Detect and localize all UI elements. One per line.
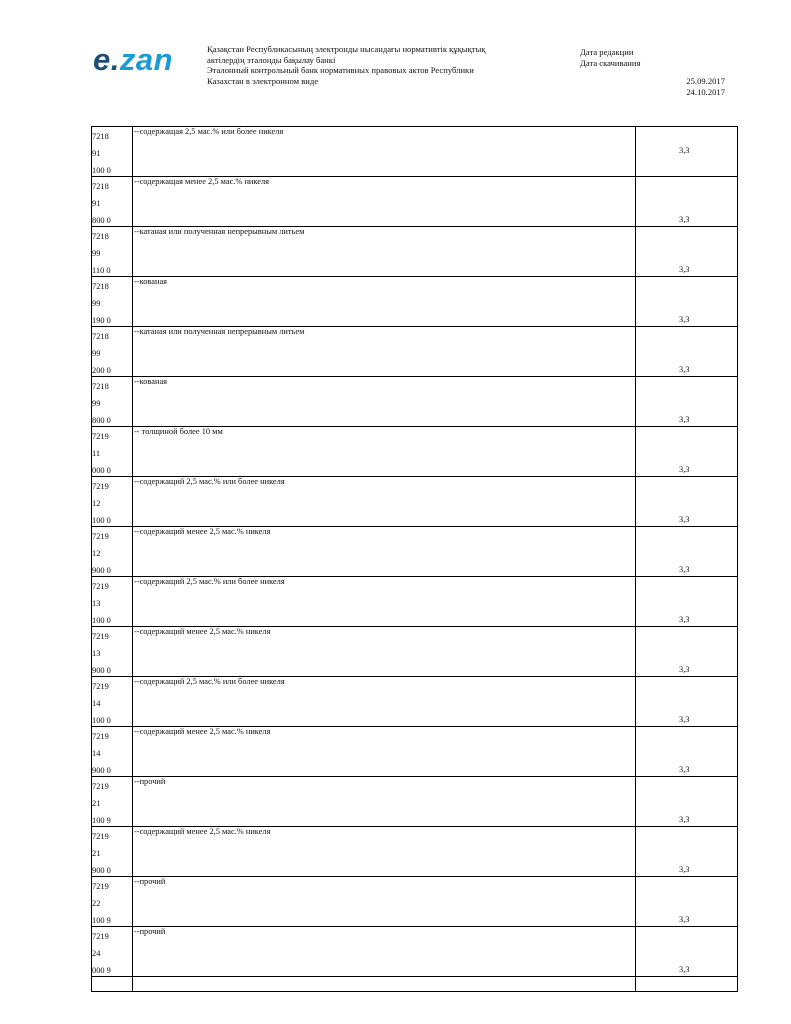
- code-part: 190 0: [92, 316, 111, 325]
- code-cell: [92, 277, 133, 326]
- code-part: 900 0: [92, 666, 111, 675]
- code-cell: [92, 877, 133, 926]
- header-line: Қазақстан Республикасының электронды нысандағы нормативтік құқықтық: [207, 44, 486, 54]
- rate-value: 3,3: [679, 465, 690, 474]
- ezan-logo: [93, 44, 173, 75]
- code-part: 7219: [92, 582, 109, 591]
- header-line: Казахстан в электронном виде: [207, 75, 319, 86]
- table-row: [92, 227, 738, 277]
- table-row: [92, 577, 738, 627]
- table-row: [92, 327, 738, 377]
- table-row: [92, 927, 738, 977]
- code-part: 13: [92, 599, 101, 608]
- description-cell: --содержащая 2,5 мас.% или более никеля: [133, 127, 636, 176]
- rate-value: 3,3: [679, 565, 690, 574]
- table-row: [92, 727, 738, 777]
- table-row: [92, 177, 738, 227]
- rate-cell: [636, 777, 738, 826]
- code-part: 7219: [92, 882, 109, 891]
- code-cell: [92, 827, 133, 876]
- code-part: 100 0: [92, 516, 111, 525]
- table-row: [92, 377, 738, 427]
- rate-value: 3,3: [679, 515, 690, 524]
- description-cell: --катаная или полученная непрерывным литьем: [133, 227, 636, 276]
- code-part: 7219: [92, 832, 109, 841]
- code-part: 21: [92, 849, 101, 858]
- code-part: 7218: [92, 332, 109, 341]
- code-part: 100 0: [92, 166, 111, 175]
- code-part: 12: [92, 549, 101, 558]
- code-part: 7219: [92, 932, 109, 941]
- description-cell: --прочий: [133, 777, 636, 826]
- rate-cell: [636, 227, 738, 276]
- rate-cell: [636, 927, 738, 976]
- code-cell: [92, 577, 133, 626]
- rate-value: 3,3: [679, 265, 690, 274]
- code-part: 7218: [92, 232, 109, 241]
- code-part: 110 0: [92, 266, 111, 275]
- code-part: 99: [92, 349, 101, 358]
- table-row: [92, 877, 738, 927]
- description-cell: --прочий: [133, 927, 636, 976]
- rate-value: 3,3: [679, 365, 690, 374]
- code-part: 11: [92, 449, 101, 458]
- rate-cell: [636, 177, 738, 226]
- rate-value: 3,3: [679, 615, 690, 624]
- code-part: 000 9: [92, 966, 111, 975]
- code-part: 21: [92, 799, 101, 808]
- code-part: 14: [92, 749, 101, 758]
- code-part: 12: [92, 499, 101, 508]
- rate-value: 3,3: [679, 915, 690, 924]
- code-part: 14: [92, 699, 101, 708]
- code-cell: [92, 927, 133, 976]
- description-cell: --катаная или полученная непрерывным литьем: [133, 327, 636, 376]
- rate-cell: [636, 677, 738, 726]
- code-part: 99: [92, 399, 101, 408]
- description-cell: --кованая: [133, 377, 636, 426]
- empty-table-row: [92, 977, 738, 992]
- code-part: 900 0: [92, 766, 111, 775]
- rate-cell: [636, 477, 738, 526]
- code-part: 7218: [92, 282, 109, 291]
- table-row: [92, 777, 738, 827]
- code-part: 100 9: [92, 916, 111, 925]
- rate-cell: [636, 577, 738, 626]
- code-cell: [92, 427, 133, 476]
- code-part: 22: [92, 899, 101, 908]
- table-row: [92, 427, 738, 477]
- description-cell: --прочий: [133, 877, 636, 926]
- code-cell: [92, 527, 133, 576]
- empty-cell: [636, 977, 738, 991]
- header-title: [207, 44, 567, 86]
- code-cell: [92, 177, 133, 226]
- description-cell: --содержащая менее 2,5 мас.% никеля: [133, 177, 636, 226]
- code-cell: [92, 727, 133, 776]
- code-part: 100 0: [92, 716, 111, 725]
- code-part: 7218: [92, 132, 109, 141]
- rate-cell: [636, 327, 738, 376]
- code-part: 7219: [92, 632, 109, 641]
- description-cell: --кованая: [133, 277, 636, 326]
- description-cell: --содержащий менее 2,5 мас.% никеля: [133, 627, 636, 676]
- code-part: 900 0: [92, 866, 111, 875]
- edition-date-value: 25.09.2017: [686, 76, 725, 86]
- code-part: 7218: [92, 182, 109, 191]
- logo-part-2: zan: [119, 42, 174, 77]
- table-row: [92, 527, 738, 577]
- rate-cell: [636, 127, 738, 176]
- header-line: актілердің эталонды бақылау банкі: [207, 54, 336, 65]
- code-part: 7219: [92, 732, 109, 741]
- code-part: 7219: [92, 432, 109, 441]
- code-cell: [92, 327, 133, 376]
- code-part: 800 0: [92, 416, 111, 425]
- empty-cell: [92, 977, 133, 991]
- code-part: 24: [92, 949, 101, 958]
- table-row: [92, 477, 738, 527]
- rate-value: 3,3: [679, 665, 690, 674]
- description-cell: -- толщиной более 10 мм: [133, 427, 636, 476]
- code-cell: [92, 777, 133, 826]
- rate-value: 3,3: [679, 215, 690, 224]
- code-part: 800 0: [92, 216, 111, 225]
- rate-cell: [636, 277, 738, 326]
- rate-cell: [636, 627, 738, 676]
- rate-value: 3,3: [679, 315, 690, 324]
- edition-date-label: Дата редакции: [580, 47, 634, 57]
- code-cell: [92, 477, 133, 526]
- logo-part-1: e.: [93, 42, 120, 77]
- table-row: [92, 277, 738, 327]
- code-part: 200 0: [92, 366, 111, 375]
- description-cell: --содержащий менее 2,5 мас.% никеля: [133, 727, 636, 776]
- rate-value: 3,3: [679, 415, 690, 424]
- description-cell: --содержащий 2,5 мас.% или более никеля: [133, 477, 636, 526]
- code-part: 7219: [92, 782, 109, 791]
- download-date-label: Дата скачивания: [580, 58, 641, 68]
- date-values: [670, 76, 725, 98]
- code-part: 7218: [92, 382, 109, 391]
- rate-value: 3,3: [679, 715, 690, 724]
- description-cell: --содержащий менее 2,5 мас.% никеля: [133, 527, 636, 576]
- description-cell: --содержащий менее 2,5 мас.% никеля: [133, 827, 636, 876]
- download-date-value: 24.10.2017: [686, 87, 725, 97]
- code-part: 7219: [92, 682, 109, 691]
- code-part: 99: [92, 299, 101, 308]
- tariff-table: [91, 126, 738, 992]
- description-cell: --содержащий 2,5 мас.% или более никеля: [133, 677, 636, 726]
- header-line: Эталонный контрольный банк нормативных правовых актов Республики: [207, 65, 474, 76]
- rate-value: 3,3: [679, 865, 690, 874]
- date-labels: [580, 47, 640, 69]
- code-cell: [92, 677, 133, 726]
- rate-cell: [636, 727, 738, 776]
- code-part: 7219: [92, 482, 109, 491]
- rate-cell: [636, 527, 738, 576]
- code-part: 91: [92, 149, 101, 158]
- code-part: 100 9: [92, 816, 111, 825]
- table-row: [92, 677, 738, 727]
- rate-cell: [636, 827, 738, 876]
- rate-value: 3,3: [679, 815, 690, 824]
- code-part: 91: [92, 199, 101, 208]
- code-cell: [92, 377, 133, 426]
- rate-cell: [636, 877, 738, 926]
- table-row: [92, 827, 738, 877]
- rate-value: 3,3: [679, 765, 690, 774]
- code-part: 100 0: [92, 616, 111, 625]
- code-part: 7219: [92, 532, 109, 541]
- code-cell: [92, 227, 133, 276]
- code-part: 99: [92, 249, 101, 258]
- rate-cell: [636, 427, 738, 476]
- code-part: 000 0: [92, 466, 111, 475]
- table-row: [92, 627, 738, 677]
- description-cell: --содержащий 2,5 мас.% или более никеля: [133, 577, 636, 626]
- rate-value: 3,3: [679, 146, 690, 155]
- table-row: [92, 127, 738, 177]
- code-cell: [92, 127, 133, 176]
- code-part: 13: [92, 649, 101, 658]
- code-cell: [92, 627, 133, 676]
- rate-cell: [636, 377, 738, 426]
- code-part: 900 0: [92, 566, 111, 575]
- rate-value: 3,3: [679, 965, 690, 974]
- empty-cell: [133, 977, 636, 991]
